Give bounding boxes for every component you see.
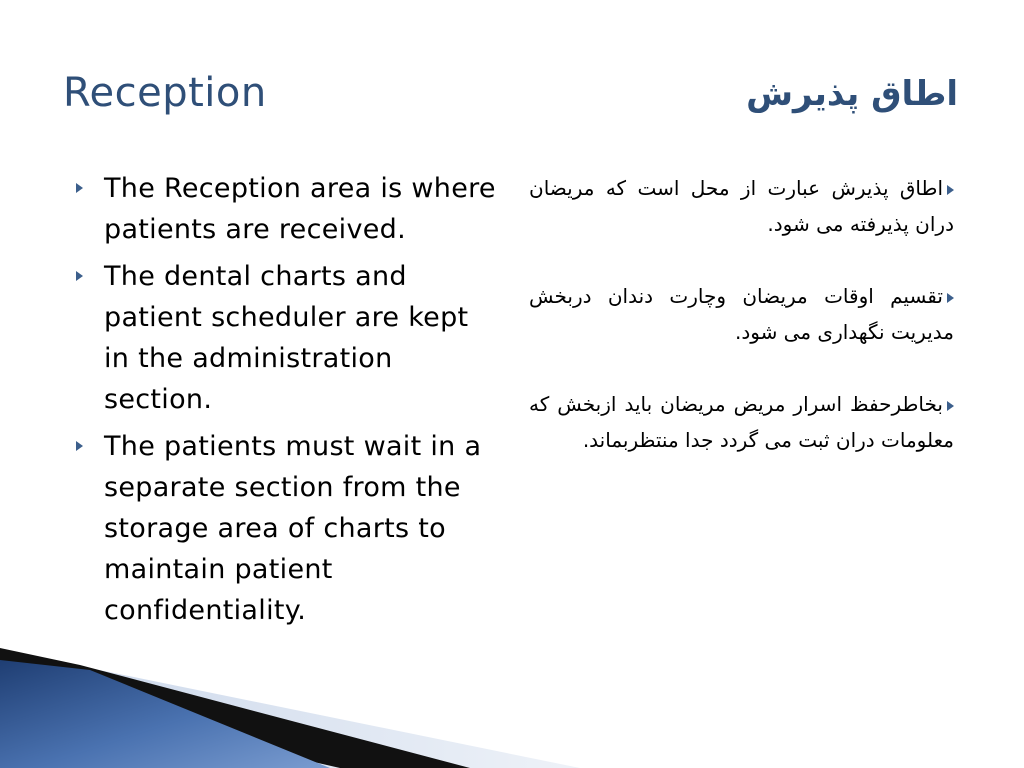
bullet-text-english: The dental charts and patient scheduler are kept in the administration section. [104, 261, 469, 415]
bullet-text-persian: بخاطرحفظ اسرار مریض مریضان باید ازبخش که معلومات دران ثبت می گردد جدا منتظربماند. [529, 392, 954, 452]
bullet-item-english [76, 256, 501, 420]
triangle-bullet-icon [947, 185, 954, 195]
bullet-item-english [76, 426, 501, 631]
bullet-list-english [76, 168, 501, 637]
triangle-bullet-icon [76, 271, 83, 281]
bullet-item-persian [529, 386, 954, 458]
triangle-bullet-icon [947, 293, 954, 303]
triangle-bullet-icon [947, 401, 954, 411]
bullet-item-persian [529, 278, 954, 350]
bullet-text-persian: تقسیم اوقات مریضان وچارت دندان دربخش مدیریت نگهداری می شود. [529, 284, 954, 344]
slide-title-english: Reception [63, 70, 267, 116]
bullet-text-english: The patients must wait in a separate section from the storage area of charts to maintain patient confidentiality. [104, 431, 482, 626]
triangle-bullet-icon [76, 183, 83, 193]
bullet-item-english [76, 168, 501, 250]
corner-band-black [0, 648, 470, 768]
slide-title-persian: اطاق پذیرش [746, 74, 958, 114]
bullet-list-persian [529, 170, 954, 494]
corner-band-blue [0, 660, 330, 768]
bullet-item-persian [529, 170, 954, 242]
bullet-text-english: The Reception area is where patients are received. [104, 173, 496, 245]
corner-band-light [0, 655, 580, 768]
bullet-text-persian: اطاق پذیرش عبارت از محل است که مریضان دران پذیرفته می شود. [529, 176, 954, 236]
triangle-bullet-icon [76, 441, 83, 451]
